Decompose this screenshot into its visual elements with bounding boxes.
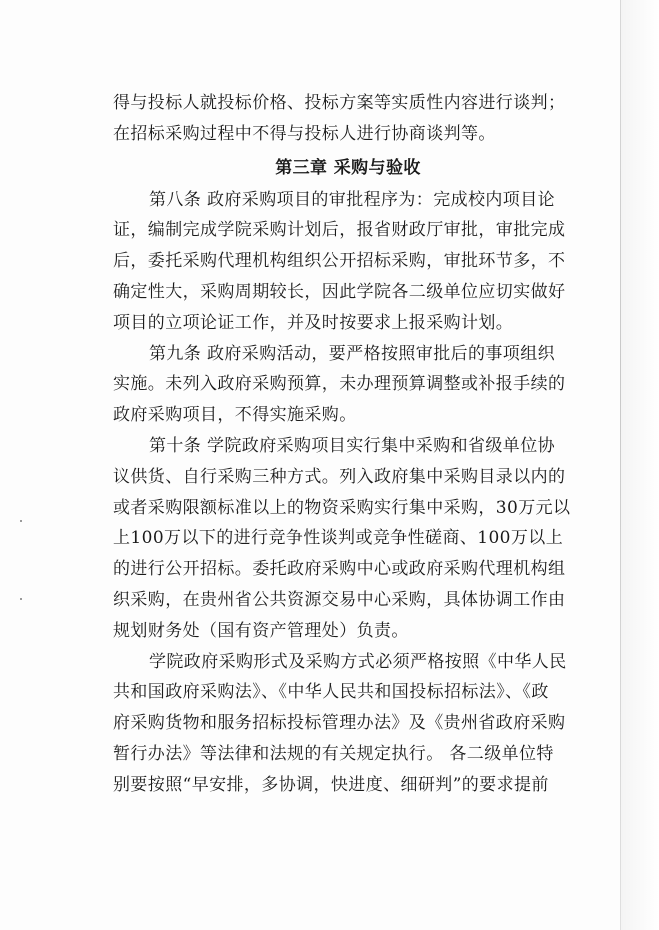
text-line: 在招标采购过程中不得与投标人进行协商谈判等。	[113, 123, 496, 144]
text-line: 证，编制完成学院采购计划后，报省财政厅审批，审批完成	[113, 220, 566, 241]
text-line: 第九条 政府采购活动，要严格按照审批后的事项组织	[149, 343, 556, 364]
scan-shadow	[621, 0, 659, 930]
document-body	[113, 88, 583, 801]
text-line: 共和国政府采购法》、《中华人民共和国投标招标法》、《政	[113, 682, 549, 703]
text-line: 后，委托采购代理机构组织公开招标采购，审批环节多，不	[113, 251, 566, 272]
margin-dot	[20, 598, 22, 600]
text-line: 的进行公开招标。委托政府采购中心或政府采购代理机构组	[113, 559, 566, 580]
chapter-heading: 第三章 采购与验收	[275, 157, 421, 178]
text-line: 政府采购项目，不得实施采购。	[113, 405, 357, 426]
text-line: 府采购货物和服务招标投标管理办法》及《贵州省政府采购	[113, 713, 566, 734]
text-line: 上100万以下的进行竞争性谈判或竞争性磋商、100万以上	[113, 528, 564, 549]
text-line: 暂行办法》等法律和法规的有关规定执行。 各二级单位特	[113, 743, 554, 764]
text-line: 规划财务处（国有资产管理处）负责。	[113, 620, 409, 641]
text-line: 议供货、自行采购三种方式。列入政府集中采购目录以内的	[113, 466, 566, 487]
margin-dot	[20, 520, 22, 522]
text-line: 第八条 政府采购项目的审批程序为：完成校内项目论	[149, 189, 556, 210]
text-line: 项目的立项论证工作，并及时按要求上报采购计划。	[113, 312, 514, 333]
text-line: 得与投标人就投标价格、投标方案等实质性内容进行谈判；	[113, 93, 566, 113]
text-line: 织采购，在贵州省公共资源交易中心采购，具体协调工作由	[113, 589, 566, 610]
text-line: 第十条 学院政府采购项目实行集中采购和省级单位协	[149, 435, 556, 456]
text-line: 学院政府采购形式及采购方式必须严格按照《中华人民	[149, 651, 567, 672]
text-line: 实施。未列入政府采购预算，未办理预算调整或补报手续的	[113, 374, 566, 395]
text-line: 或者采购限额标准以上的物资采购实行集中采购，30万元以	[113, 497, 571, 518]
text-line: 确定性大，采购周期较长，因此学院各二级单位应切实做好	[113, 281, 566, 302]
text-line: 别要按照“早安排，多协调，快进度、细研判”的要求提前	[113, 774, 549, 795]
scan-edge-line	[620, 0, 621, 930]
